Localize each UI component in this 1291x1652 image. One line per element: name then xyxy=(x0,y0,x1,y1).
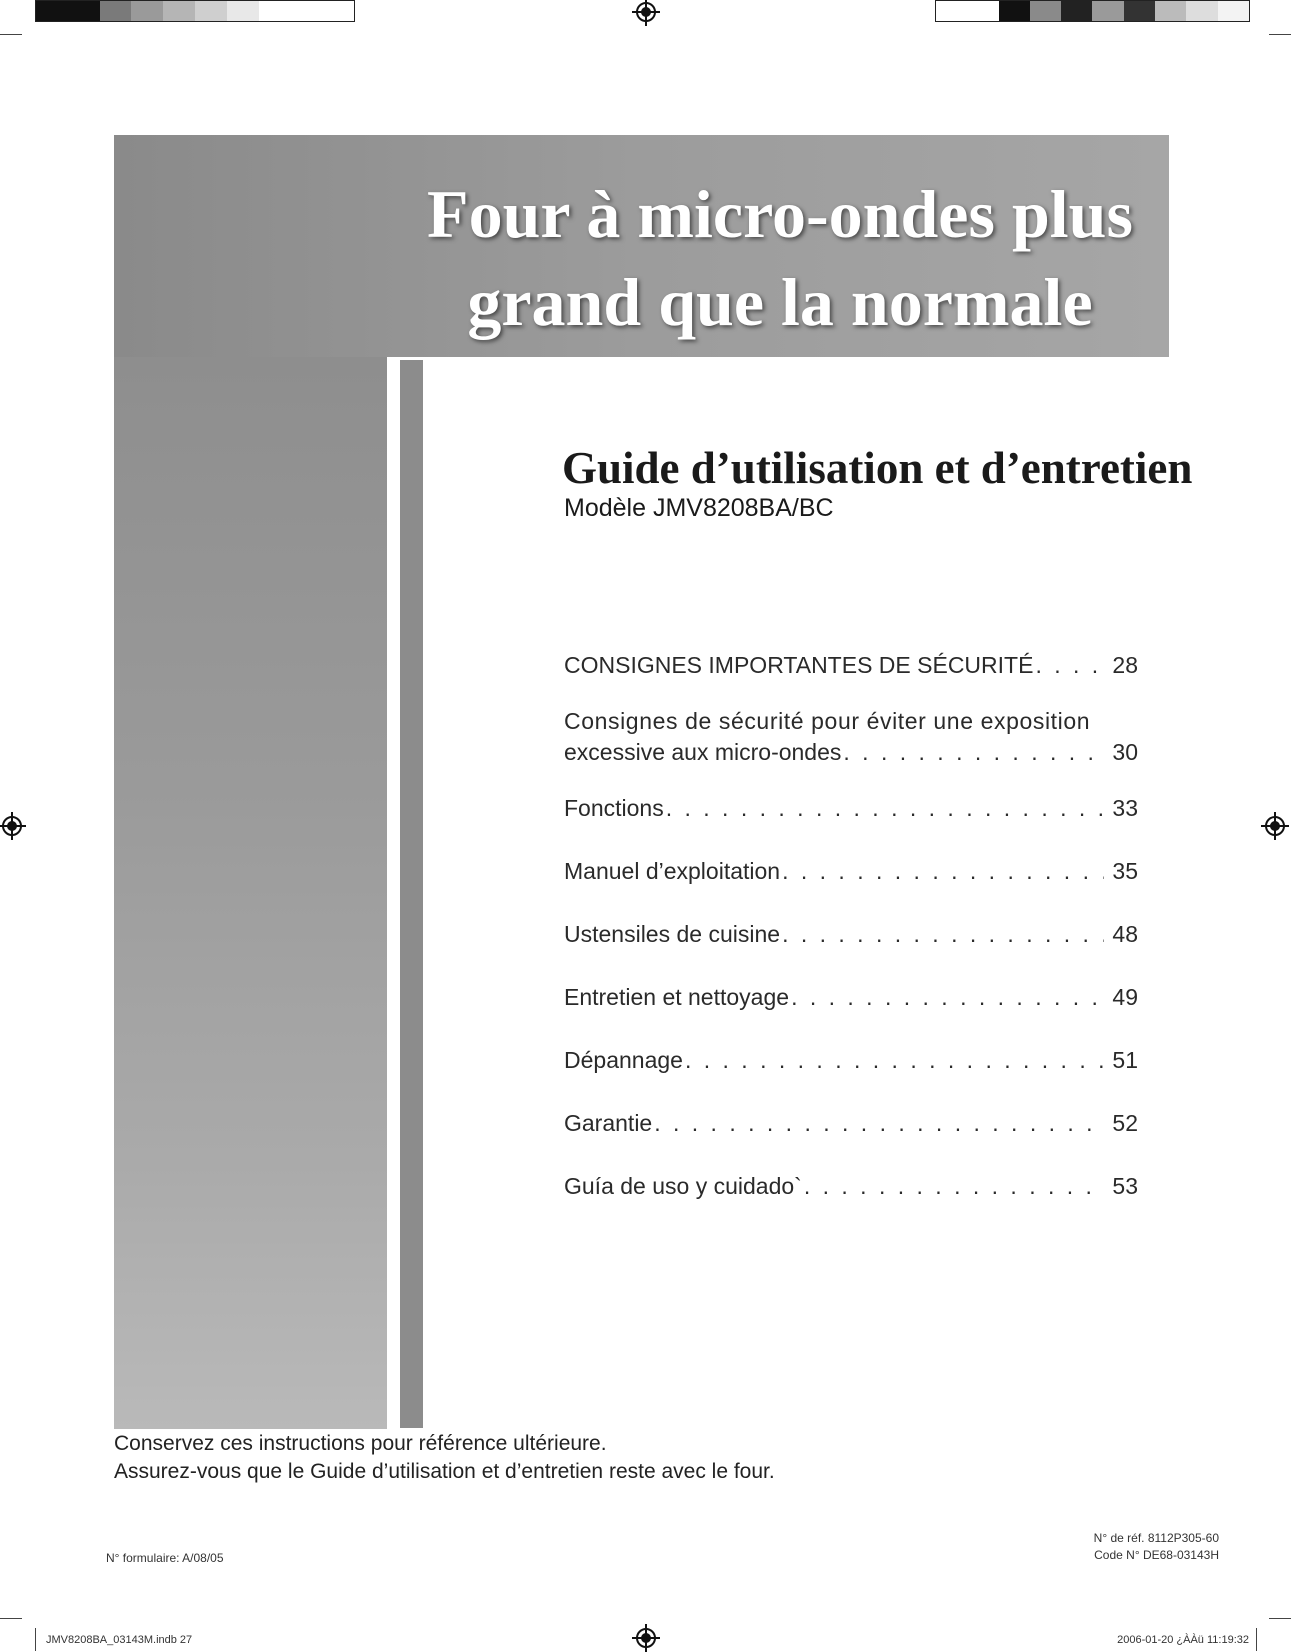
toc-item[interactable] xyxy=(564,1045,1138,1076)
toc-leader xyxy=(843,737,1104,768)
color-bar-left xyxy=(35,0,355,22)
model-number: Modèle JMV8208BA/BC xyxy=(564,494,834,522)
color-swatch xyxy=(322,1,354,21)
registration-mark-icon xyxy=(1265,816,1285,836)
toc-leader xyxy=(804,1171,1105,1202)
toc-item-label: Garantie xyxy=(564,1110,653,1136)
color-swatch xyxy=(1061,1,1092,21)
toc-item-label: Dépannage xyxy=(564,1047,683,1073)
toc-leader xyxy=(1035,650,1104,681)
guide-title: Guide d’utilisation et d’entretien xyxy=(562,443,1193,493)
color-swatch xyxy=(999,1,1030,21)
toc-item-page: 48 xyxy=(1112,921,1138,947)
registration-mark-icon xyxy=(636,2,656,22)
crop-mark xyxy=(1256,1628,1257,1651)
toc-item-page: 51 xyxy=(1112,1047,1138,1073)
registration-mark-icon xyxy=(2,816,22,836)
crop-mark xyxy=(0,1618,22,1619)
color-swatch xyxy=(163,1,195,21)
toc-item-page: 35 xyxy=(1112,858,1138,884)
color-swatch xyxy=(1092,1,1123,21)
color-swatch xyxy=(259,1,291,21)
cover-title-line2: grand que la normale xyxy=(467,264,1093,340)
keep-note-line1: Conservez ces instructions pour référence ultérieure. xyxy=(114,1432,607,1455)
toc-item-page: 28 xyxy=(1112,652,1138,678)
toc-leader xyxy=(685,1045,1104,1076)
color-swatch xyxy=(936,1,967,21)
form-number: N° formulaire: A/08/05 xyxy=(106,1551,224,1565)
toc-item[interactable] xyxy=(564,919,1138,950)
slug-filename: JMV8208BA_03143M.indb 27 xyxy=(46,1634,193,1646)
toc-item[interactable] xyxy=(564,982,1138,1013)
side-panel xyxy=(114,357,387,1429)
color-swatch xyxy=(290,1,322,21)
cover-title xyxy=(395,170,1165,346)
toc-item-page: 53 xyxy=(1112,1173,1138,1199)
toc-leader xyxy=(666,793,1105,824)
color-swatch xyxy=(1155,1,1186,21)
crop-mark xyxy=(1269,34,1291,35)
color-swatch xyxy=(131,1,163,21)
keep-instructions-note xyxy=(114,1430,775,1486)
toc-leader xyxy=(791,982,1104,1013)
color-swatch xyxy=(100,1,132,21)
toc-item-label: excessive aux micro-ondes xyxy=(564,739,842,765)
toc-item-label: Ustensiles de cuisine xyxy=(564,921,781,947)
toc-item-label: Manuel d’exploitation xyxy=(564,858,781,884)
toc-leader xyxy=(782,856,1104,887)
toc-item[interactable] xyxy=(564,1171,1138,1202)
reference-number: N° de réf. 8112P305-60 xyxy=(1093,1531,1219,1545)
toc-item-page: 30 xyxy=(1112,739,1138,765)
color-bar-right xyxy=(935,0,1250,22)
toc-item[interactable] xyxy=(564,706,1138,768)
crop-mark xyxy=(35,1628,36,1651)
toc-item-page: 49 xyxy=(1112,984,1138,1010)
cover-title-line1: Four à micro-ondes plus xyxy=(427,176,1133,252)
crop-mark xyxy=(0,34,22,35)
toc-leader xyxy=(654,1108,1104,1139)
toc-item[interactable] xyxy=(564,856,1138,887)
code-number: Code N° DE68-03143H xyxy=(1094,1548,1219,1562)
toc-item-label: Entretien et nettoyage xyxy=(564,984,790,1010)
toc-item-label: CONSIGNES IMPORTANTES DE SÉCURITÉ xyxy=(564,652,1034,678)
toc-leader xyxy=(782,919,1104,950)
toc-item[interactable] xyxy=(564,793,1138,824)
color-swatch xyxy=(967,1,998,21)
color-swatch xyxy=(227,1,259,21)
toc-item-page: 52 xyxy=(1112,1110,1138,1136)
color-swatch xyxy=(1186,1,1217,21)
toc-item-label-line1: Consignes de sécurité pour éviter une exposition xyxy=(564,708,1091,734)
registration-mark-icon xyxy=(636,1628,656,1648)
toc-item[interactable] xyxy=(564,650,1138,681)
toc-item-label: Guía de uso y cuidado` xyxy=(564,1173,802,1199)
color-swatch xyxy=(68,1,100,21)
color-swatch xyxy=(1124,1,1155,21)
color-swatch xyxy=(195,1,227,21)
color-swatch xyxy=(36,1,68,21)
toc-item-page: 33 xyxy=(1112,795,1138,821)
color-swatch xyxy=(1030,1,1061,21)
keep-note-line2: Assurez-vous que le Guide d’utilisation et d’entretien reste avec le four. xyxy=(114,1460,775,1483)
color-swatch xyxy=(1218,1,1249,21)
toc-item[interactable] xyxy=(564,1108,1138,1139)
slug-timestamp: 2006-01-20 ¿ÀÀü 11:19:32 xyxy=(1117,1634,1249,1646)
vertical-stripe xyxy=(400,360,423,1428)
toc-item-label: Fonctions xyxy=(564,795,664,821)
crop-mark xyxy=(1269,1618,1291,1619)
